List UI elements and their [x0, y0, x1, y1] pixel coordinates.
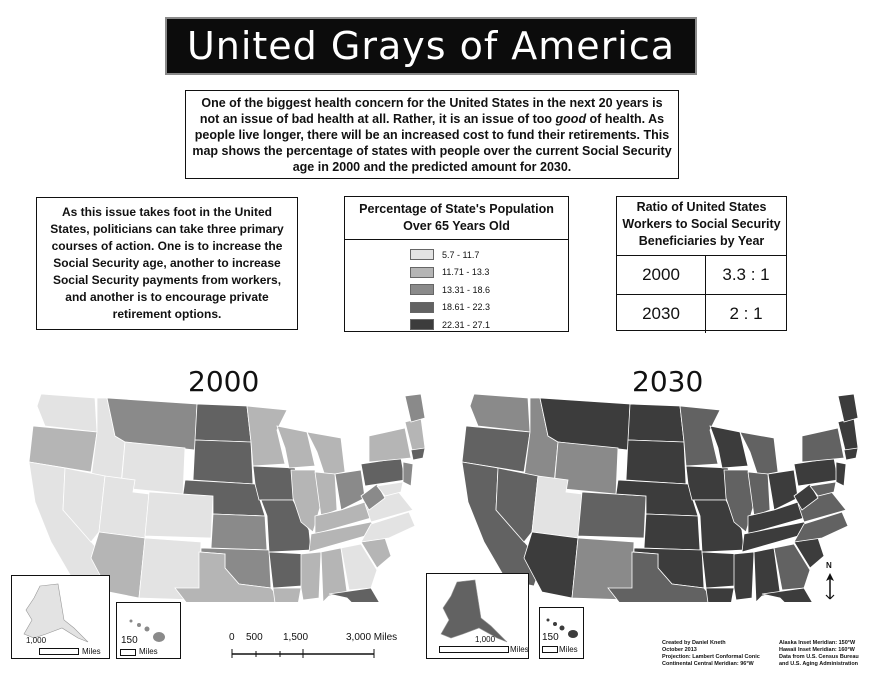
us-map-2030: [458, 392, 858, 602]
state-ct: [411, 448, 425, 460]
state-co: [578, 492, 646, 538]
alaska-scale-number: 1,000: [26, 636, 47, 645]
ratio-value-cell: 3.3 : 1: [722, 265, 770, 284]
scale-tick-0: 0: [229, 632, 235, 643]
worker-ratio-table: [616, 196, 787, 331]
legend-item: [410, 316, 560, 334]
state-nj: [403, 462, 413, 486]
state-wa: [37, 394, 97, 432]
state-co: [145, 492, 213, 538]
state-me: [405, 394, 425, 422]
hawaii-inset-2000: [116, 602, 181, 659]
credits-right: [779, 640, 859, 668]
ratio-table-title: Ratio of United States Workers to Social Security Beneficiaries by Year: [622, 200, 781, 248]
state-az: [524, 532, 578, 598]
table-row: [617, 255, 786, 294]
state-me: [838, 394, 858, 422]
alaska-scale-number: 1,000: [475, 635, 496, 644]
scale-tick-1500: 1,500: [283, 632, 309, 643]
north-label: N: [826, 561, 832, 570]
map-2000-year-label: 2000: [188, 365, 260, 398]
north-arrow-icon: [822, 571, 838, 601]
hawaii-scale-bar: [120, 649, 136, 656]
legend-item-label: 18.61 - 22.3: [442, 302, 491, 313]
intro-text: One of the biggest health concern for the United States in the next 20 years is not an issue of bad health at all. Rather, it is an issue of too good of health. As people live longer, there will be an increased cost to fund their retirements. This map shows the percentage of states with people over the current Social Security age in 2000 and the predicted amount for 2030.: [192, 95, 672, 174]
alaska-shape: [12, 576, 109, 658]
us-map-2000: [25, 392, 425, 602]
credit-line: Hawaii Inset Meridian: 160°W: [779, 647, 855, 653]
legend-swatch: [410, 267, 434, 278]
state-ct: [844, 448, 858, 460]
policy-actions-text: As this issue takes foot in the United States, politicians can take three primary courses of action. One is to increase the Social Security age, another to increase Social Security payments from workers, and another is to encourage private retirement options.: [50, 205, 284, 321]
alaska-scale-unit: Miles: [510, 645, 529, 654]
map-legend: [344, 196, 569, 332]
state-mi: [740, 432, 778, 476]
policy-actions-box: [36, 197, 298, 330]
legend-item: [410, 246, 560, 264]
legend-item: [410, 281, 560, 299]
legend-item-label: 22.31 - 27.1: [442, 319, 491, 330]
hawaii-scale-number: 150: [121, 635, 138, 646]
state-ms: [301, 552, 321, 600]
state-nd: [628, 404, 684, 442]
legend-item: [410, 299, 560, 317]
state-ms: [734, 552, 754, 600]
state-sd: [193, 440, 253, 484]
hawaii-scale-number: 150: [542, 632, 559, 643]
scale-bar: [230, 646, 378, 660]
state-ks: [211, 514, 267, 550]
state-pa: [794, 458, 838, 486]
ratio-value-cell: 2 : 1: [729, 304, 763, 323]
credit-line: Alaska Inset Meridian: 150°W: [779, 640, 856, 646]
ratio-year-cell: 2000: [617, 256, 706, 294]
ratio-year-cell: 2030: [617, 295, 706, 333]
table-row: [617, 294, 786, 333]
state-ny: [802, 428, 844, 462]
alaska-inset-2030: [426, 573, 529, 659]
hawaii-scale-unit: Miles: [139, 647, 158, 656]
state-mi: [307, 432, 345, 476]
alaska-inset-2000: [11, 575, 110, 659]
state-pa: [361, 458, 405, 486]
hawaii-scale-unit: Miles: [559, 645, 578, 654]
credits-left: [662, 640, 760, 668]
legend-swatch: [410, 249, 434, 260]
intro-text-box: [185, 90, 679, 179]
alaska-scale-bar: [439, 646, 509, 653]
title-banner: [165, 17, 697, 75]
legend-divider: [345, 239, 568, 240]
map-2030-year-label: 2030: [632, 365, 704, 398]
page-title: United Grays of America: [186, 24, 676, 68]
legend-item: [410, 264, 560, 282]
credit-line: Created by Daniel Kneth: [662, 640, 726, 646]
credit-line: and U.S. Aging Administration: [779, 661, 859, 667]
legend-item-label: 5.7 - 11.7: [442, 249, 480, 260]
state-ks: [644, 514, 700, 550]
credit-line: Data from U.S. Census Bureau: [779, 654, 859, 660]
hawaii-scale-bar: [542, 646, 558, 653]
scale-tick-3000: 3,000 Miles: [346, 632, 398, 643]
alaska-scale-unit: Miles: [82, 647, 101, 656]
legend-swatch: [410, 319, 434, 330]
hawaii-inset-2030: [539, 607, 584, 659]
state-sd: [626, 440, 686, 484]
state-nd: [195, 404, 251, 442]
state-ny: [369, 428, 411, 462]
legend-swatch: [410, 302, 434, 313]
legend-item-label: 11.71 - 13.3: [442, 267, 490, 278]
credit-line: October 2013: [662, 647, 697, 653]
credit-line: Projection: Lambert Conformal Conic: [662, 654, 760, 660]
legend-item-label: 13.31 - 18.6: [442, 284, 491, 295]
state-nj: [836, 462, 846, 486]
alaska-scale-bar: [39, 648, 79, 655]
credit-line: Continental Central Meridian: 96°W: [662, 661, 754, 667]
emphasis-word: good: [555, 111, 587, 126]
legend-title: Percentage of State's Population Over 65 Years Old: [359, 202, 554, 233]
state-wa: [470, 394, 530, 432]
legend-swatch: [410, 284, 434, 295]
scale-tick-500: 500: [246, 632, 263, 643]
